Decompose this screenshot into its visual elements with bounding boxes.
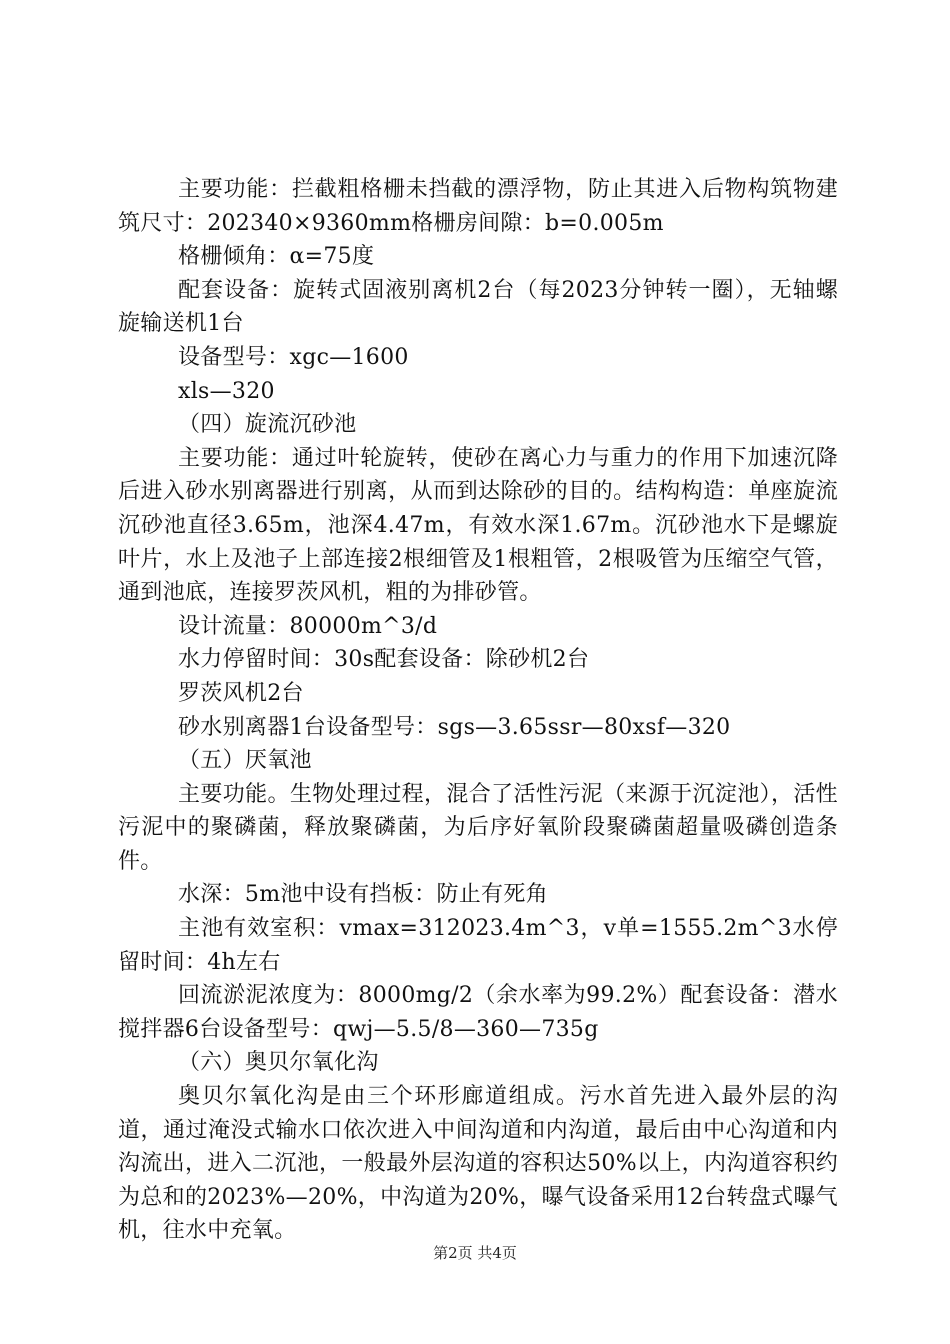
paragraph-grille-angle: 格栅倾角：α=75度 (178, 244, 375, 270)
paragraph-water-depth: 水深：5m池中设有挡板：防止有死角 (178, 882, 548, 908)
paragraph-sand-separator: 砂水别离器1台设备型号：sgs—3.65ssr—80xsf—320 (178, 714, 731, 740)
section-heading-anaerobic-tank: （五）厌氧池 (178, 748, 312, 774)
paragraph-roots-blower: 罗茨风机2台 (178, 680, 304, 706)
paragraph-return-sludge: 回流淤泥浓度为：8000mg/2（余水率为99.2%）配套设备：潜水搅拌器6台设备型号：qwj—5.5/8—360—735g (118, 983, 838, 1042)
paragraph-model-xgc: 设备型号：xgc—1600 (178, 344, 409, 370)
section-heading-orbal-ditch: （六）奥贝尔氧化沟 (178, 1050, 379, 1076)
paragraph-design-flow: 设计流量：80000m^3/d (178, 613, 438, 639)
paragraph-equipment-grille: 配套设备：旋转式固液别离机2台（每2023分钟转一圈），无轴螺旋输送机1台 (118, 277, 838, 337)
paragraph-orbal-ditch-description: 奥贝尔氧化沟是由三个环形廊道组成。污水首先进入最外层的沟道，通过淹没式输水口依次进入中间沟道和内沟道，最后由中心沟道和内沟流出，进入二沉池，一般最外层沟道的容积达50%以上，内沟道容积约为总和的2023%—20%，中沟道为20%，曝气设备采用12台转盘式曝气机，往水中充氧。 (118, 1084, 838, 1244)
paragraph-anaerobic-function: 主要功能。生物处理过程，混合了活性污泥（来源于沉淀池），活性污泥中的聚磷菌，释放聚磷菌，为后序好氧阶段聚磷菌超量吸磷创造条件。 (118, 781, 838, 874)
paragraph-retention-time: 水力停留时间：30s配套设备：除砂机2台 (178, 647, 590, 673)
page-footer: 第2页 共4页 (433, 1244, 517, 1262)
paragraph-model-xls: xls—320 (178, 378, 275, 404)
document-body (118, 173, 838, 1248)
paragraph-grit-chamber-function: 主要功能：通过叶轮旋转，使砂在离心力与重力的作用下加速沉降后进入砂水别离器进行别离，从而到达除砂的目的。结构构造：单座旋流沉砂池直径3.65m，池深4.47m，有效水深1.67m。沉砂池水下是螺旋叶片，水上及池子上部连接2根细管及1根粗管，2根吸管为压缩空气管，通到池底，连接罗茨风机，粗的为排砂管。 (118, 445, 838, 606)
paragraph-main-function-grille: 主要功能：拦截粗格栅未挡截的漂浮物，防止其进入后物构筑物建筑尺寸：202340×9360mm格栅房间隙：b=0.005m (118, 177, 838, 236)
paragraph-effective-volume: 主池有效室积：vmax=312023.4m^3，v单=1555.2m^3水停留时间：4h左右 (118, 916, 838, 975)
section-heading-grit-chamber: （四）旋流沉砂池 (178, 412, 357, 438)
